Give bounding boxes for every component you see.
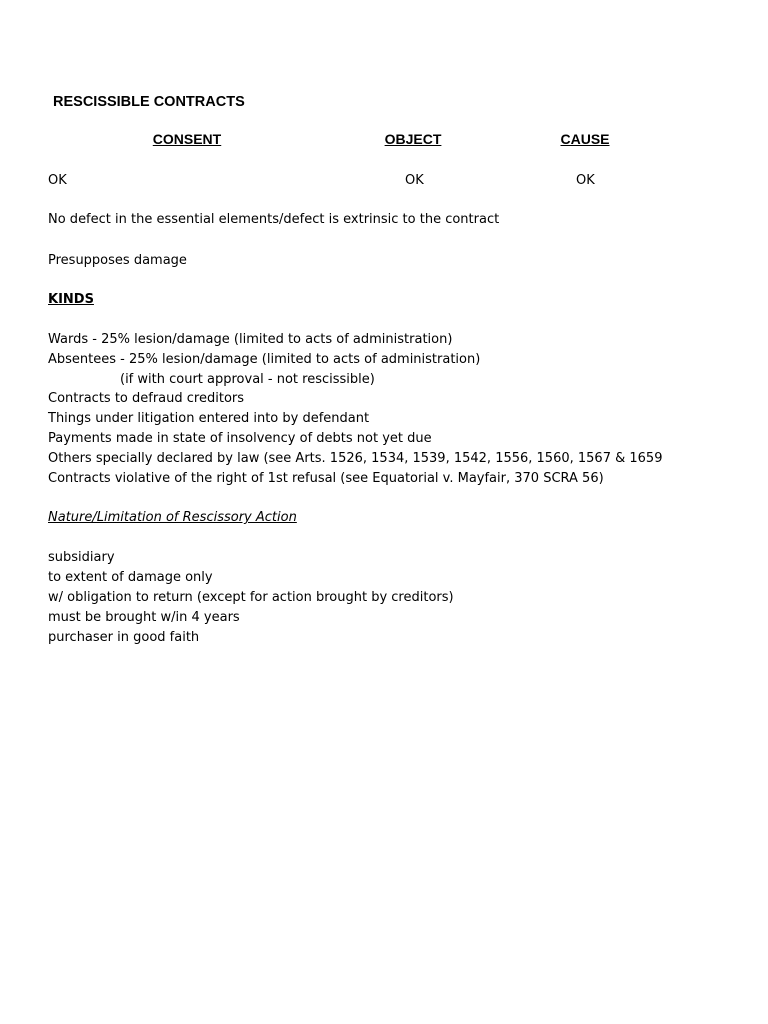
nature-item: to extent of damage only	[48, 570, 213, 585]
header-consent: CONSENT	[152, 131, 222, 147]
kinds-item: Wards - 25% lesion/damage (limited to acts of administration)	[48, 332, 453, 347]
consent-value: OK	[48, 173, 67, 188]
kinds-item: Contracts to defraud creditors	[48, 391, 245, 406]
nature-item: must be brought w/in 4 years	[48, 610, 240, 625]
kinds-item: Things under litigation entered into by defendant	[48, 411, 370, 426]
kinds-item: Contracts violative of the right of 1st refusal (see Equatorial v. Mayfair, 370 SCRA 56)	[48, 471, 604, 486]
header-cause: CAUSE	[560, 131, 610, 147]
cause-value: OK	[576, 173, 595, 188]
nature-item: purchaser in good faith	[48, 630, 200, 645]
page-title: RESCISSIBLE CONTRACTS	[53, 94, 245, 110]
nature-heading: Nature/Limitation of Rescissory Action	[48, 510, 297, 525]
kinds-heading: KINDS	[48, 292, 94, 307]
kinds-item: Absentees - 25% lesion/damage (limited to acts of administration)	[48, 352, 481, 367]
header-object: OBJECT	[384, 131, 442, 147]
presupposes-text: Presupposes damage	[48, 253, 187, 268]
object-value: OK	[405, 173, 424, 188]
kinds-item: Others specially declared by law (see Arts. 1526, 1534, 1539, 1542, 1556, 1560, 1567 & 1659	[48, 451, 663, 466]
kinds-item: Payments made in state of insolvency of debts not yet due	[48, 431, 432, 446]
nature-item: subsidiary	[48, 550, 115, 565]
no-defect-text: No defect in the essential elements/defect is extrinsic to the contract	[48, 212, 500, 227]
nature-item: w/ obligation to return (except for action brought by creditors)	[48, 590, 454, 605]
kinds-item: (if with court approval - not rescissible)	[120, 372, 375, 387]
